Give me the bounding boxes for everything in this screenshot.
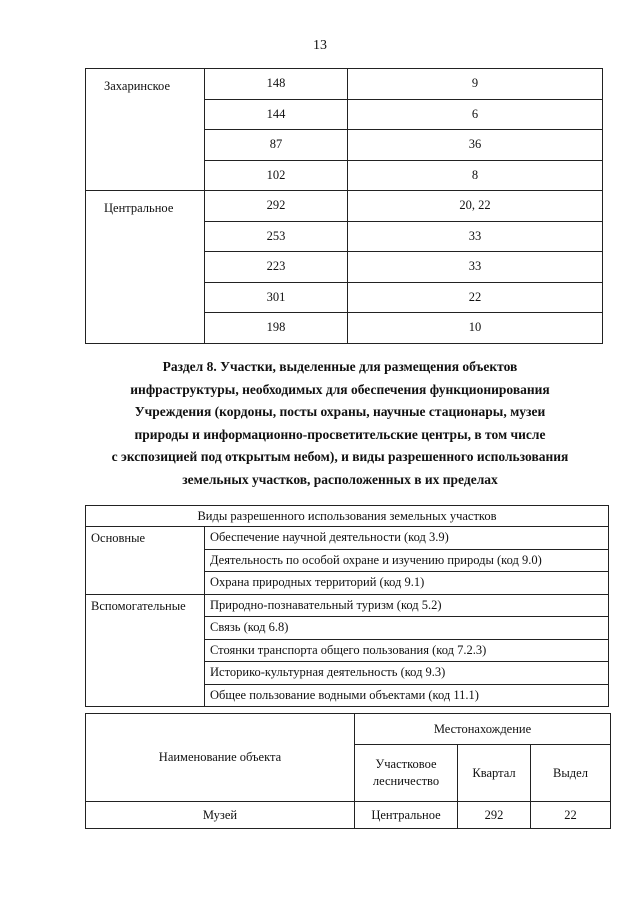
plot-cell: 9	[348, 69, 603, 100]
quarter-cell: 198	[205, 313, 348, 344]
name-column-header: Наименование объекта	[86, 714, 355, 802]
table-header-row	[86, 714, 611, 745]
group-label: Основные	[86, 527, 205, 595]
quarter-cell: 144	[205, 99, 348, 130]
table-row	[86, 191, 603, 222]
plot-column-header: Выдел	[531, 745, 611, 802]
heading-line: земельных участков, расположенных в их пределах	[182, 471, 498, 487]
heading-line: Учреждения (кордоны, посты охраны, научные стационары, музеи	[134, 404, 546, 419]
plot-cell: 22	[348, 282, 603, 313]
plot-cell: 20, 22	[348, 191, 603, 222]
heading-line: с экспозицией под открытым небом), и виды разрешенного использования	[111, 449, 569, 464]
table-row	[86, 527, 609, 550]
quarter-cell: 87	[205, 130, 348, 161]
quarter-cell: 102	[205, 160, 348, 191]
quarter-column-header: Квартал	[458, 745, 531, 802]
plot-cell: 36	[348, 130, 603, 161]
location-column-header: Местонахождение	[355, 714, 611, 745]
heading-line: Раздел 8. Участки, выделенные для размещения объектов	[162, 359, 518, 374]
quarter-cell: 253	[205, 221, 348, 252]
table-row	[86, 69, 603, 100]
plot-cell: 33	[348, 221, 603, 252]
table-row	[86, 802, 611, 829]
object-quarter-cell: 292	[458, 802, 531, 829]
quarter-cell: 301	[205, 282, 348, 313]
group-label: Вспомогательные	[86, 594, 205, 707]
heading-line: природы и информационно-просветительские центры, в том числе	[134, 426, 546, 442]
land-use-item: Обеспечение научной деятельности (код 3.9)	[205, 527, 609, 550]
land-use-item: Природно-познавательный туризм (код 5.2)	[205, 594, 609, 617]
land-use-item: Общее пользование водными объектами (код 11.1)	[205, 684, 609, 707]
section-heading	[70, 356, 610, 491]
forestry-cell: Центральное	[86, 191, 205, 344]
forestry-cell: Захаринское	[86, 69, 205, 191]
table-row	[86, 594, 609, 617]
land-use-item: Охрана природных территорий (код 9.1)	[205, 572, 609, 595]
table-caption: Виды разрешенного использования земельных участков	[86, 506, 609, 527]
forestry-header-line: Участковое	[375, 757, 437, 771]
quarter-cell: 292	[205, 191, 348, 222]
quarter-cell: 223	[205, 252, 348, 283]
page-number: 13	[313, 38, 327, 53]
land-use-item: Историко-культурная деятельность (код 9.3)	[205, 662, 609, 685]
plot-cell: 33	[348, 252, 603, 283]
plot-cell: 10	[348, 313, 603, 344]
objects-table	[85, 713, 611, 829]
object-forestry-cell: Центральное	[355, 802, 458, 829]
land-use-table	[85, 505, 609, 707]
land-use-item: Деятельность по особой охране и изучению природы (код 9.0)	[205, 549, 609, 572]
object-plot-cell: 22	[531, 802, 611, 829]
object-name-cell: Музей	[86, 802, 355, 829]
table-row	[86, 506, 609, 527]
land-use-item: Стоянки транспорта общего пользования (код 7.2.3)	[205, 639, 609, 662]
quarter-cell: 148	[205, 69, 348, 100]
plot-cell: 6	[348, 99, 603, 130]
forestry-column-header	[355, 745, 458, 802]
heading-line: инфраструктуры, необходимых для обеспечения функционирования	[130, 381, 550, 397]
land-use-item: Связь (код 6.8)	[205, 617, 609, 640]
plot-cell: 8	[348, 160, 603, 191]
quarters-table	[85, 68, 603, 344]
forestry-header-line: лесничество	[372, 774, 440, 788]
